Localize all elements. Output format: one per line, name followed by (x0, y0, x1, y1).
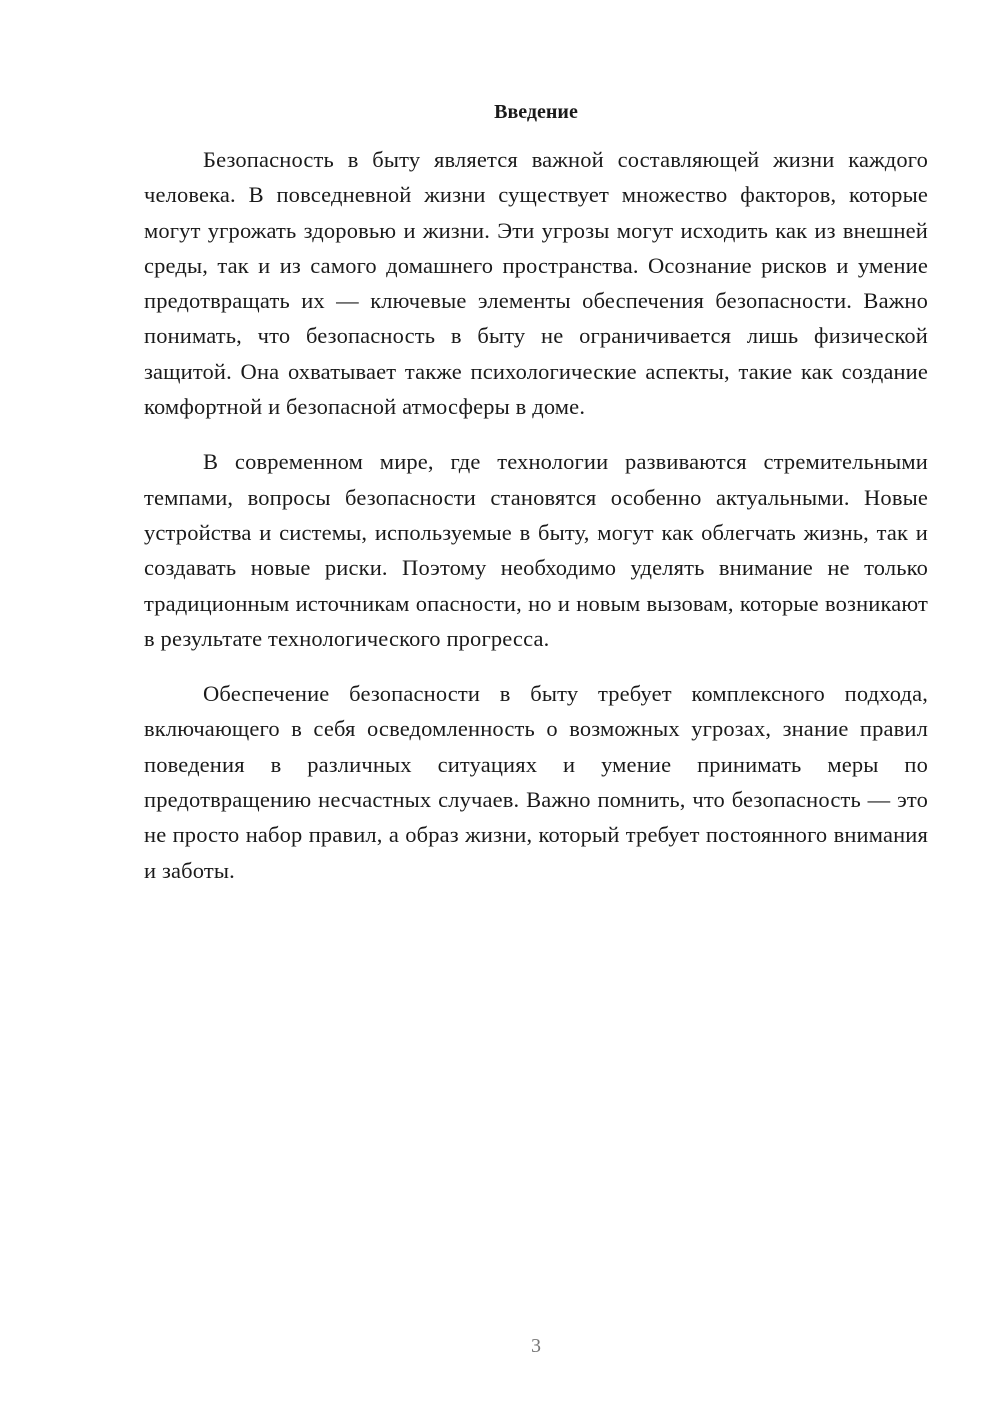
paragraph-1: Безопасность в быту является важной составляющей жизни каждого человека. В повседневной жизни существует множество факторов, которые могут угрожать здоровью и жизни. Эти угрозы могут исходить как из внешней среды, так и из самого домашнего пространства. Осознание рисков и умение предотвращать их — ключевые элементы обеспечения безопасности. Важно понимать, что безопасность в быту не ограничивается лишь физической защитой. Она охватывает также психологические аспекты, такие как создание комфортной и безопасной атмосферы в доме. (144, 147, 928, 420)
body-text (144, 142, 928, 908)
paragraph-3: Обеспечение безопасности в быту требует комплексного подхода, включающего в себя осведомленность о возможных угрозах, знание правил поведения в различных ситуациях и умение принимать меры по предотвращению несчастных случаев. Важно помнить, что безопасность — это не просто набор правил, а образ жизни, который требует постоянного внимания и заботы. (144, 681, 928, 883)
section-heading: Введение (494, 101, 578, 123)
page-number: 3 (531, 1335, 541, 1357)
paragraph-2: В современном мире, где технологии развиваются стремительными темпами, вопросы безопасности становятся особенно актуальными. Новые устройства и системы, используемые в быту, могут как облегчать жизнь, так и создавать новые риски. Поэтому необходимо уделять внимание не только традиционным источникам опасности, но и новым вызовам, которые возникают в результате технологического прогресса. (144, 449, 928, 651)
